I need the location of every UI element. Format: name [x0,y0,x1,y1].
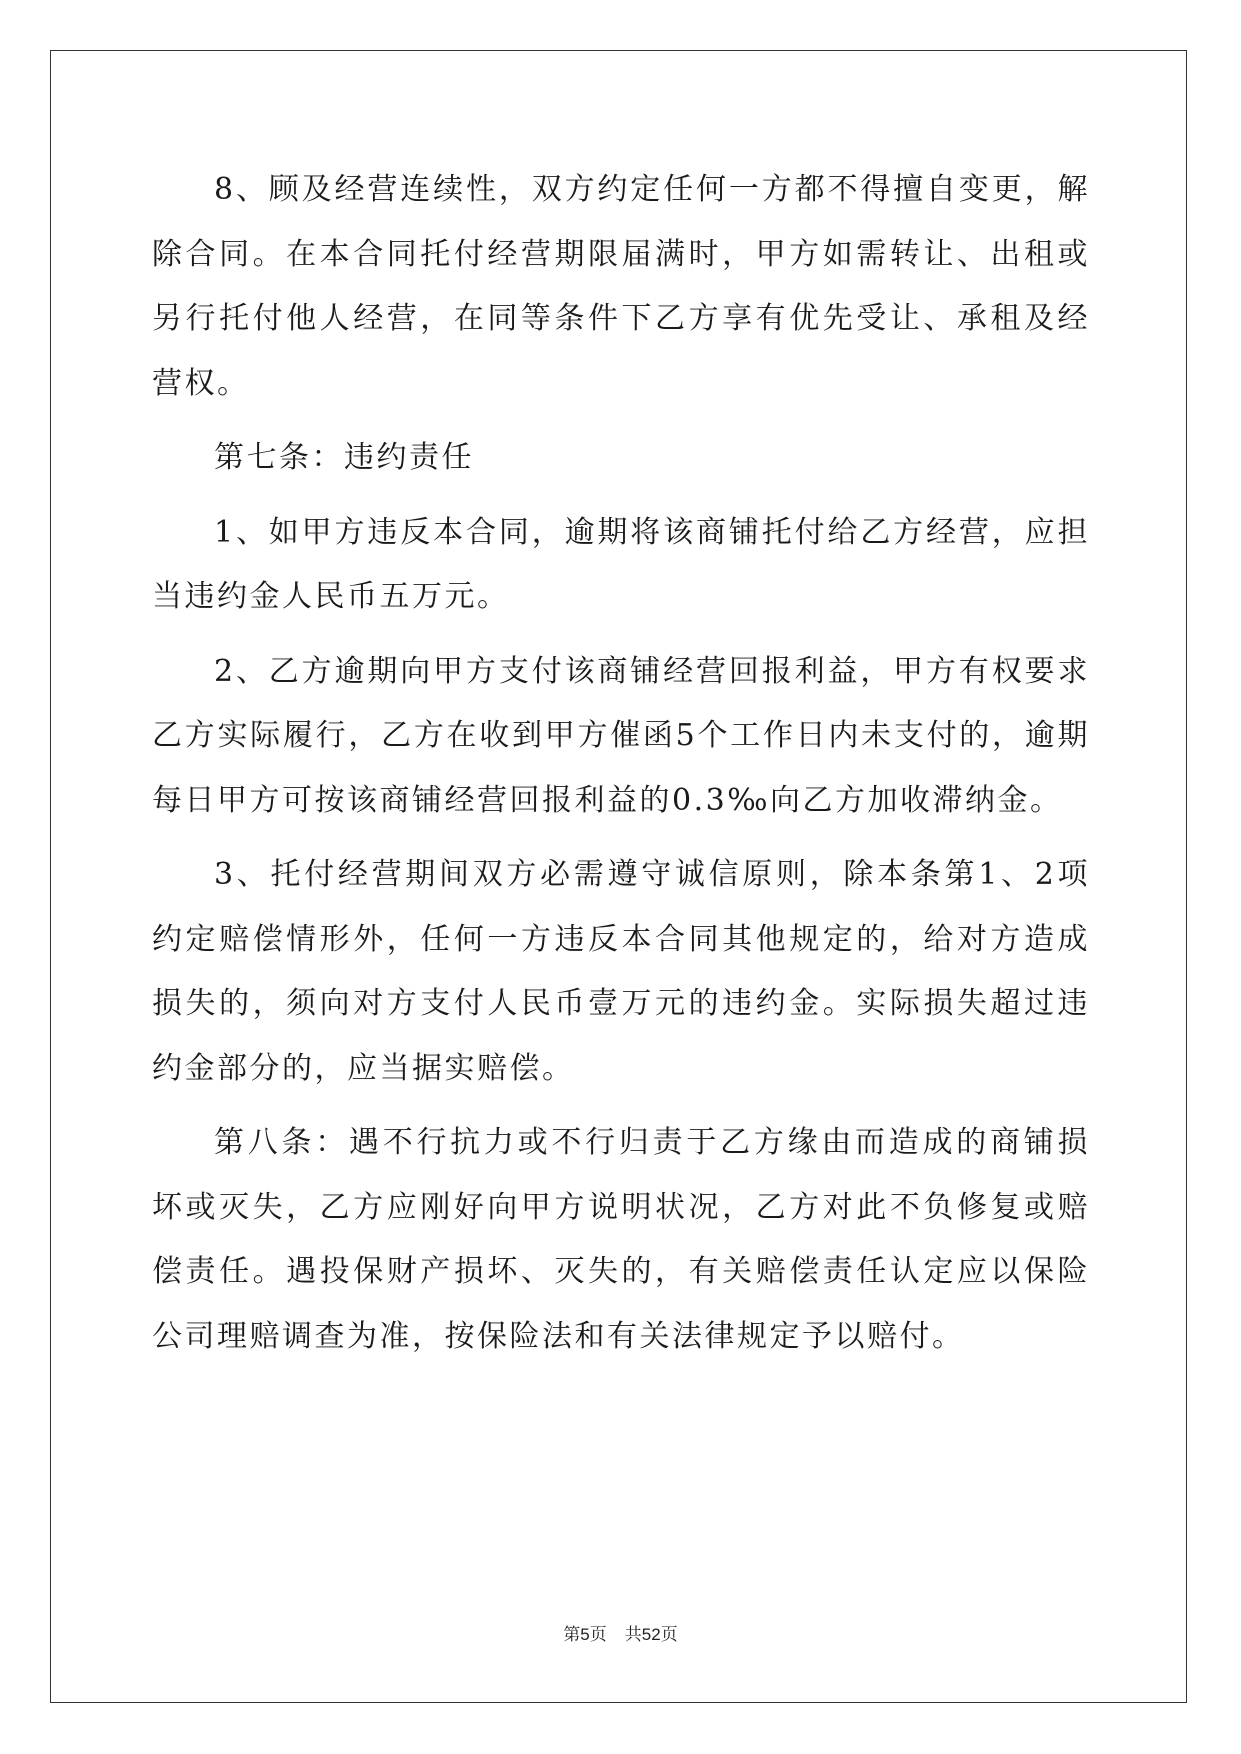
paragraph-breach-3: 3、托付经营期间双方必需遵守诚信原则，除本条第1、2项约定赔偿情形外，任何一方违反本合同其他规定的，给对方造成损失的，须向对方支付人民币壹万元的违约金。实际损失超过违约金部分的，应当据实赔偿。 [152,857,1090,1086]
total-pages: 52 [641,1625,661,1644]
paragraph-article-8: 第八条：遇不行抗力或不行归责于乙方缘由而造成的商铺损坏或灭失，乙方应刚好向甲方说明状况，乙方对此不负修复或赔偿责任。遇投保财产损坏、灭失的，有关赔偿责任认定应以保险公司理赔调查为准，按保险法和有关法律规定予以赔付。 [152,1125,1090,1354]
paragraph-clause-8: 8、顾及经营连续性，双方约定任何一方都不得擅自变更，解除合同。在本合同托付经营期限届满时，甲方如需转让、出租或另行托付他人经营，在同等条件下乙方享有优先受让、承租及经营权。 [152,172,1090,401]
page-prefix: 第 [563,1625,581,1644]
total-suffix: 页 [660,1625,678,1644]
total-prefix: 共 [624,1625,642,1644]
document-body [152,158,1090,1369]
page-suffix: 页 [589,1625,607,1644]
page-footer [0,1620,1241,1645]
paragraph-breach-2: 2、乙方逾期向甲方支付该商铺经营回报利益，甲方有权要求乙方实际履行，乙方在收到甲方催函5个工作日内未支付的，逾期每日甲方可按该商铺经营回报利益的0.3‰向乙方加收滞纳金。 [152,653,1090,818]
page-number: 5 [580,1625,590,1644]
paragraph-breach-1: 1、如甲方违反本合同，逾期将该商铺托付给乙方经营，应担当违约金人民币五万元。 [152,514,1090,614]
heading-article-7: 第七条：违约责任 [214,440,474,475]
